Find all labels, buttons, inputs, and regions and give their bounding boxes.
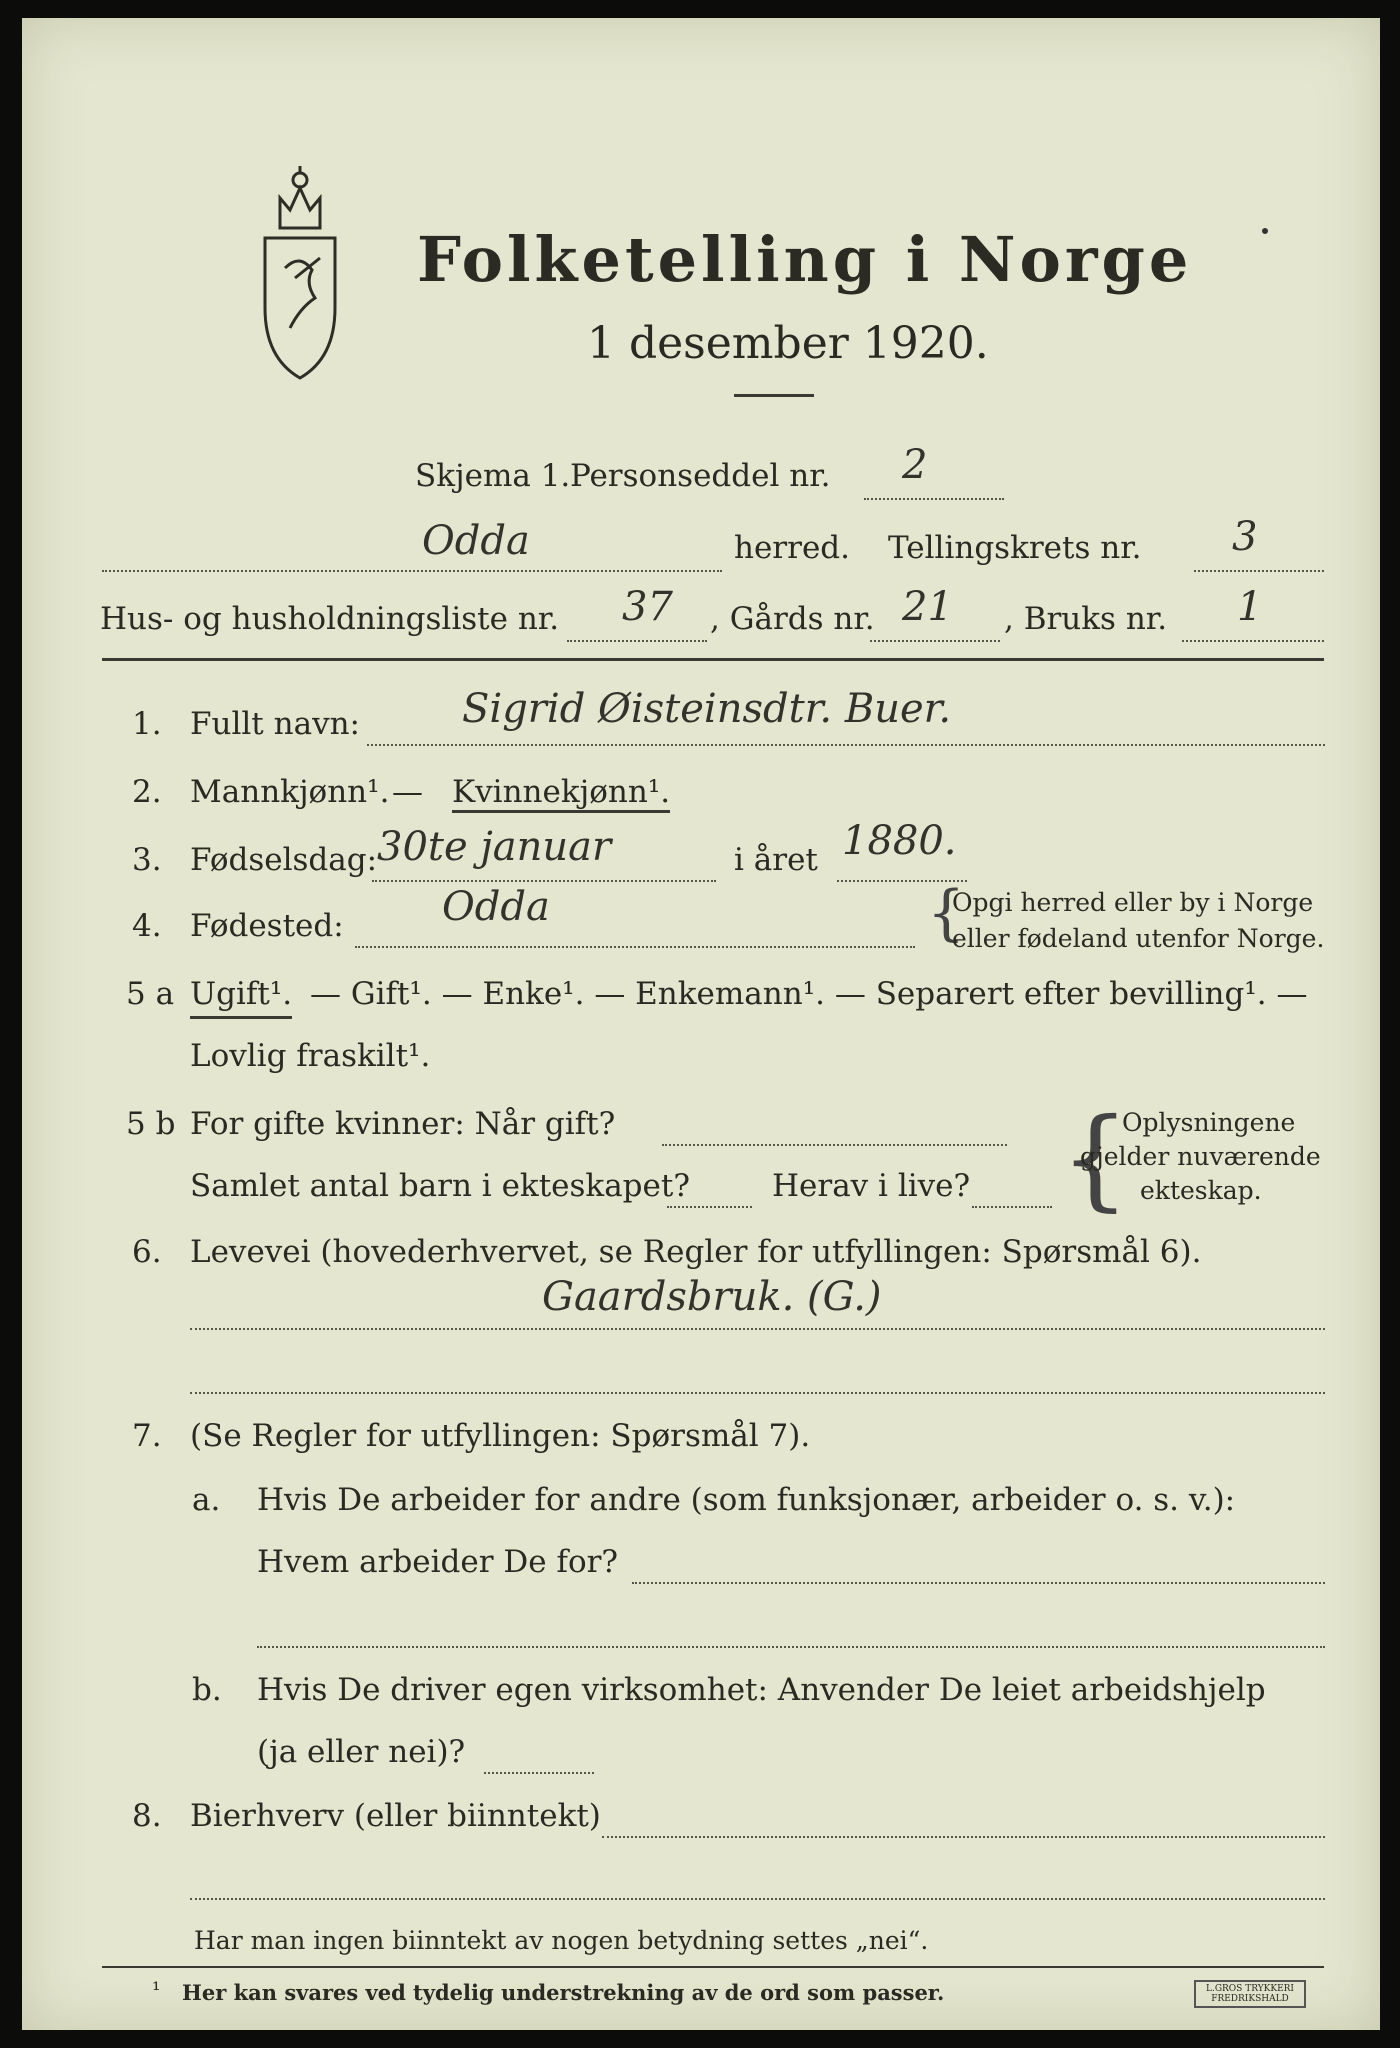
- bruks-value[interactable]: 1: [1237, 584, 1263, 630]
- tellingskrets-value[interactable]: 3: [1232, 514, 1258, 560]
- q2-number: 2.: [132, 774, 162, 810]
- tellingskrets-label: Tellingskrets nr.: [888, 530, 1142, 566]
- q5b-note-2: gjelder nuværende: [1080, 1142, 1321, 1171]
- q5b-line-1: [662, 1144, 1007, 1146]
- form-title: Folketelling i Norge: [417, 223, 1193, 296]
- q3-label: Fødselsdag:: [190, 842, 378, 878]
- header-rule: [102, 658, 1324, 661]
- q5a-line2: Lovlig fraskilt¹.: [190, 1038, 431, 1074]
- title-divider: [734, 394, 814, 397]
- q3-year-label: i året: [734, 842, 818, 878]
- footnote-mark: ¹: [152, 1978, 161, 2002]
- q3-line: [372, 880, 716, 882]
- q4-note-2: eller fødeland utenfor Norge.: [952, 924, 1325, 953]
- q1-label: Fullt navn:: [190, 706, 360, 742]
- q5b-line-2: [667, 1206, 752, 1208]
- full-name-value[interactable]: Sigrid Øisteinsdtr. Buer.: [462, 686, 952, 732]
- herred-line: [102, 570, 722, 572]
- q5b-label-3: Herav i live?: [772, 1168, 971, 1204]
- herred-label: herred.: [734, 530, 850, 566]
- personseddel-label: Personseddel nr.: [570, 458, 831, 494]
- hus-line: [567, 640, 707, 642]
- q5b-note-1: Oplysningene: [1122, 1108, 1296, 1137]
- q5a-options: — Gift¹. — Enke¹. — Enkemann¹. — Separert efter bevilling¹. —: [310, 976, 1308, 1012]
- q7b-line: [484, 1772, 594, 1774]
- schema-label: Skjema 1.: [415, 458, 571, 494]
- q6-line-1: [190, 1328, 1325, 1330]
- gards-value[interactable]: 21: [902, 584, 953, 630]
- birthyear-value[interactable]: 1880.: [842, 818, 957, 864]
- printer-stamp: L.GROS TRYKKERI FREDRIKSHALD: [1194, 1980, 1306, 2008]
- q7a-line-1: [632, 1582, 1325, 1584]
- q4-brace: {: [927, 878, 966, 948]
- q3-number: 3.: [132, 842, 162, 878]
- q7b-number: b.: [192, 1672, 222, 1708]
- q4-note-1: Opgi herred eller by i Norge: [952, 888, 1314, 917]
- personseddel-line: [864, 498, 1004, 500]
- footnote-text: Her kan svares ved tydelig understrekning av de ord som passer.: [182, 1980, 945, 2005]
- q5b-brace: {: [1060, 1094, 1130, 1222]
- q8-label: Bierhverv (eller biinntekt): [190, 1798, 601, 1834]
- q1-line: [367, 744, 1325, 746]
- q5b-label-2: Samlet antal barn i ekteskapet?: [190, 1168, 690, 1204]
- q6-line-2: [190, 1392, 1325, 1394]
- gards-label: , Gårds nr.: [710, 601, 875, 637]
- bruks-label: , Bruks nr.: [1004, 601, 1168, 637]
- q7-label: (Se Regler for utfyllingen: Spørsmål 7).: [190, 1418, 811, 1454]
- hus-label: Hus- og husholdningsliste nr.: [100, 601, 560, 637]
- q2-female-underlined[interactable]: Kvinnekjønn¹.: [452, 774, 670, 813]
- q5b-number: 5 b: [126, 1106, 176, 1142]
- footnote-rule: [102, 1966, 1324, 1968]
- q4-label: Fødested:: [190, 908, 344, 944]
- q5a-number: 5 a: [126, 976, 175, 1012]
- q2-male: Mannkjønn¹.: [190, 774, 390, 810]
- tellingskrets-line: [1194, 570, 1324, 572]
- hus-value[interactable]: 37: [622, 584, 673, 630]
- q1-number: 1.: [132, 706, 162, 742]
- q5b-label-1: For gifte kvinner: Når gift?: [190, 1106, 616, 1142]
- q8-line-2: [190, 1898, 1325, 1900]
- herred-value[interactable]: Odda: [422, 518, 530, 564]
- q7a-line-2: [257, 1646, 1325, 1648]
- q7a-label-1: Hvis De arbeider for andre (som funksjonær, arbeider o. s. v.):: [257, 1482, 1236, 1518]
- q6-label: Levevei (hovederhvervet, se Regler for utfyllingen: Spørsmål 6).: [190, 1234, 1202, 1270]
- q8-number: 8.: [132, 1798, 162, 1834]
- q2-dash: —: [392, 774, 423, 810]
- census-form-sheet: [22, 18, 1380, 2030]
- q4-line: [355, 946, 915, 948]
- q6-number: 6.: [132, 1234, 162, 1270]
- biinntekt-note: Har man ingen biinntekt av nogen betydning settes „nei“.: [194, 1926, 929, 1955]
- birthdate-value[interactable]: 30te januar: [377, 824, 612, 870]
- q5a-ugift-underlined[interactable]: Ugift¹.: [190, 976, 292, 1019]
- ink-dot: [1262, 228, 1268, 234]
- q5b-line-3: [972, 1206, 1052, 1208]
- q7-number: 7.: [132, 1418, 162, 1454]
- gards-line: [870, 640, 1000, 642]
- bruks-line: [1182, 640, 1324, 642]
- q8-line-1: [602, 1836, 1325, 1838]
- personseddel-value[interactable]: 2: [902, 442, 928, 488]
- q5b-note-3: ekteskap.: [1140, 1176, 1262, 1205]
- q7a-number: a.: [192, 1482, 221, 1518]
- census-date: 1 desember 1920.: [587, 318, 989, 369]
- q7b-label-2: (ja eller nei)?: [257, 1734, 466, 1770]
- q4-number: 4.: [132, 908, 162, 944]
- q7b-label-1: Hvis De driver egen virksomhet: Anvender De leiet arbeidshjelp: [257, 1672, 1266, 1708]
- q7a-label-2: Hvem arbeider De for?: [257, 1544, 619, 1580]
- birthplace-value[interactable]: Odda: [442, 884, 550, 930]
- occupation-value[interactable]: Gaardsbruk. (G.): [542, 1274, 882, 1320]
- norwegian-coat-of-arms-icon: [250, 158, 350, 383]
